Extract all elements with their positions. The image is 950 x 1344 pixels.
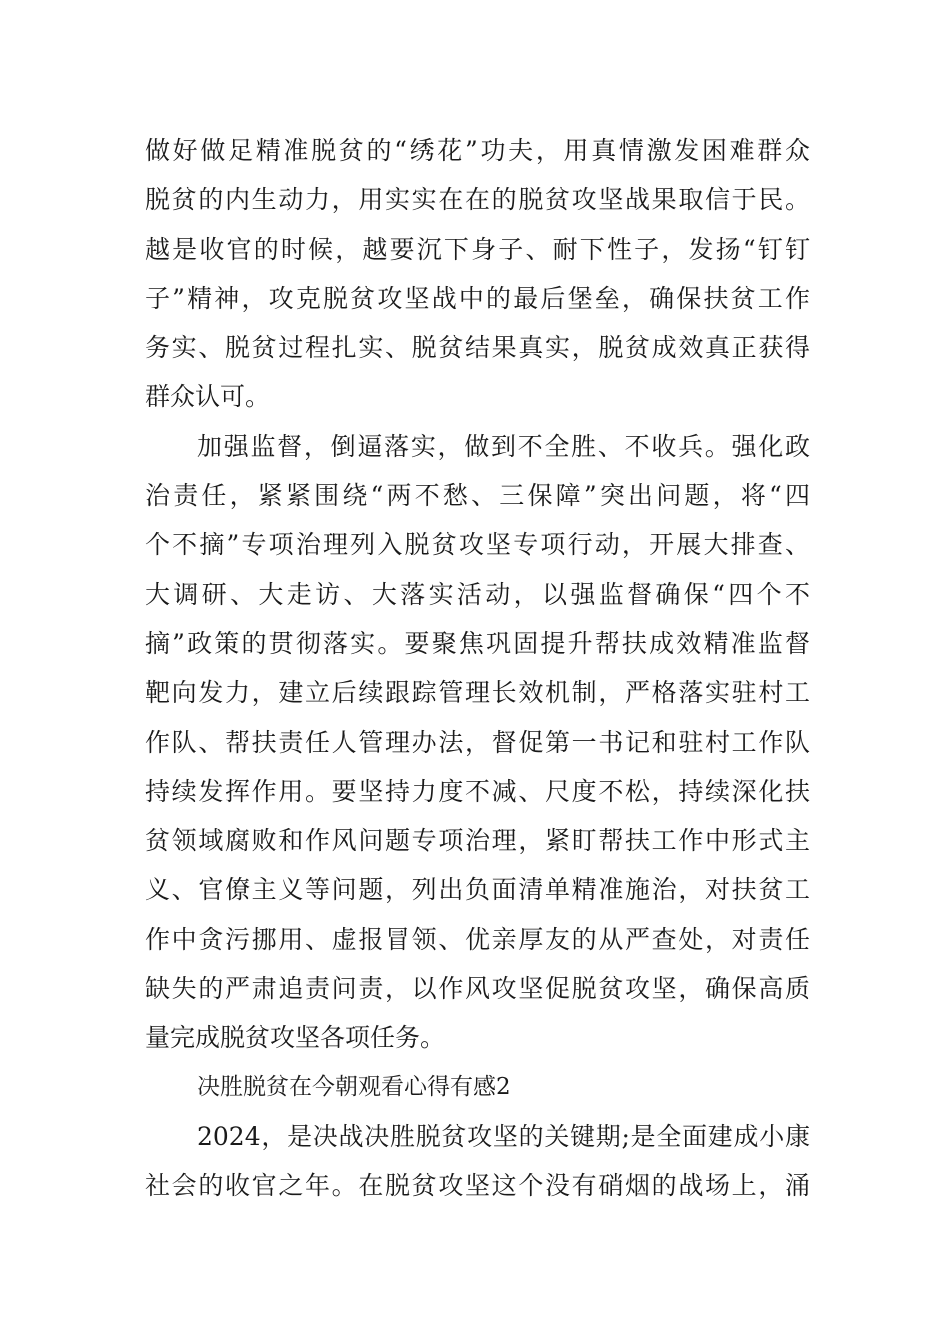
text-line: 摘”政策的贯彻落实。要聚焦巩固提升帮扶成效精准监督 (145, 628, 810, 658)
text-line: 脱贫的内生动力，用实实在在的脱贫攻坚战果取信于民。 (145, 185, 810, 215)
section-heading: 决胜脱贫在今朝观看心得有感2 (197, 1073, 511, 1100)
text-line: 作队、帮扶责任人管理办法，督促第一书记和驻村工作队 (145, 727, 810, 757)
text-line: 群众认可。 (145, 382, 271, 412)
text-line: 加强监督，倒逼落实，做到不全胜、不收兵。强化政 (197, 431, 810, 461)
paragraph-3 (145, 1112, 810, 1211)
paragraph-2 (145, 422, 810, 1063)
text-line: 量完成脱贫攻坚各项任务。 (145, 1023, 446, 1053)
text-line: 做好做足精准脱贫的“绣花”功夫，用真情激发困难群众 (145, 136, 810, 165)
text-line: 社会的收官之年。在脱贫攻坚这个没有硝烟的战场上，涌 (145, 1171, 810, 1201)
text-line: 贫领域腐败和作风问题专项治理，紧盯帮扶工作中形式主 (145, 826, 810, 856)
text-line: 靶向发力，建立后续跟踪管理长效机制，严格落实驻村工 (145, 678, 810, 708)
text-line: 个不摘”专项治理列入脱贫攻坚专项行动，开展大排查、 (145, 530, 810, 560)
text-line: 义、官僚主义等问题，列出负面清单精准施治，对扶贫工 (145, 875, 810, 905)
text-line: 2024，是决战决胜脱贫攻坚的关键期;是全面建成小康 (197, 1121, 810, 1151)
text-line: 子”精神，攻克脱贫攻坚战中的最后堡垒，确保扶贫工作 (145, 283, 810, 313)
paragraph-1 (145, 126, 810, 422)
text-line: 越是收官的时候，越要沉下身子、耐下性子，发扬“钉钉 (145, 234, 810, 264)
text-line: 持续发挥作用。要坚持力度不减、尺度不松，持续深化扶 (145, 776, 810, 806)
document-body (145, 126, 810, 1211)
text-line: 缺失的严肃追责问责，以作风攻坚促脱贫攻坚，确保高质 (145, 974, 810, 1004)
text-line: 作中贪污挪用、虚报冒领、优亲厚友的从严查处，对责任 (145, 924, 810, 954)
text-line: 治责任，紧紧围绕“两不愁、三保障”突出问题，将“四 (145, 481, 810, 511)
text-line: 大调研、大走访、大落实活动，以强监督确保“四个不 (145, 579, 810, 609)
text-line: 务实、脱贫过程扎实、脱贫结果真实，脱贫成效真正获得 (145, 333, 810, 363)
